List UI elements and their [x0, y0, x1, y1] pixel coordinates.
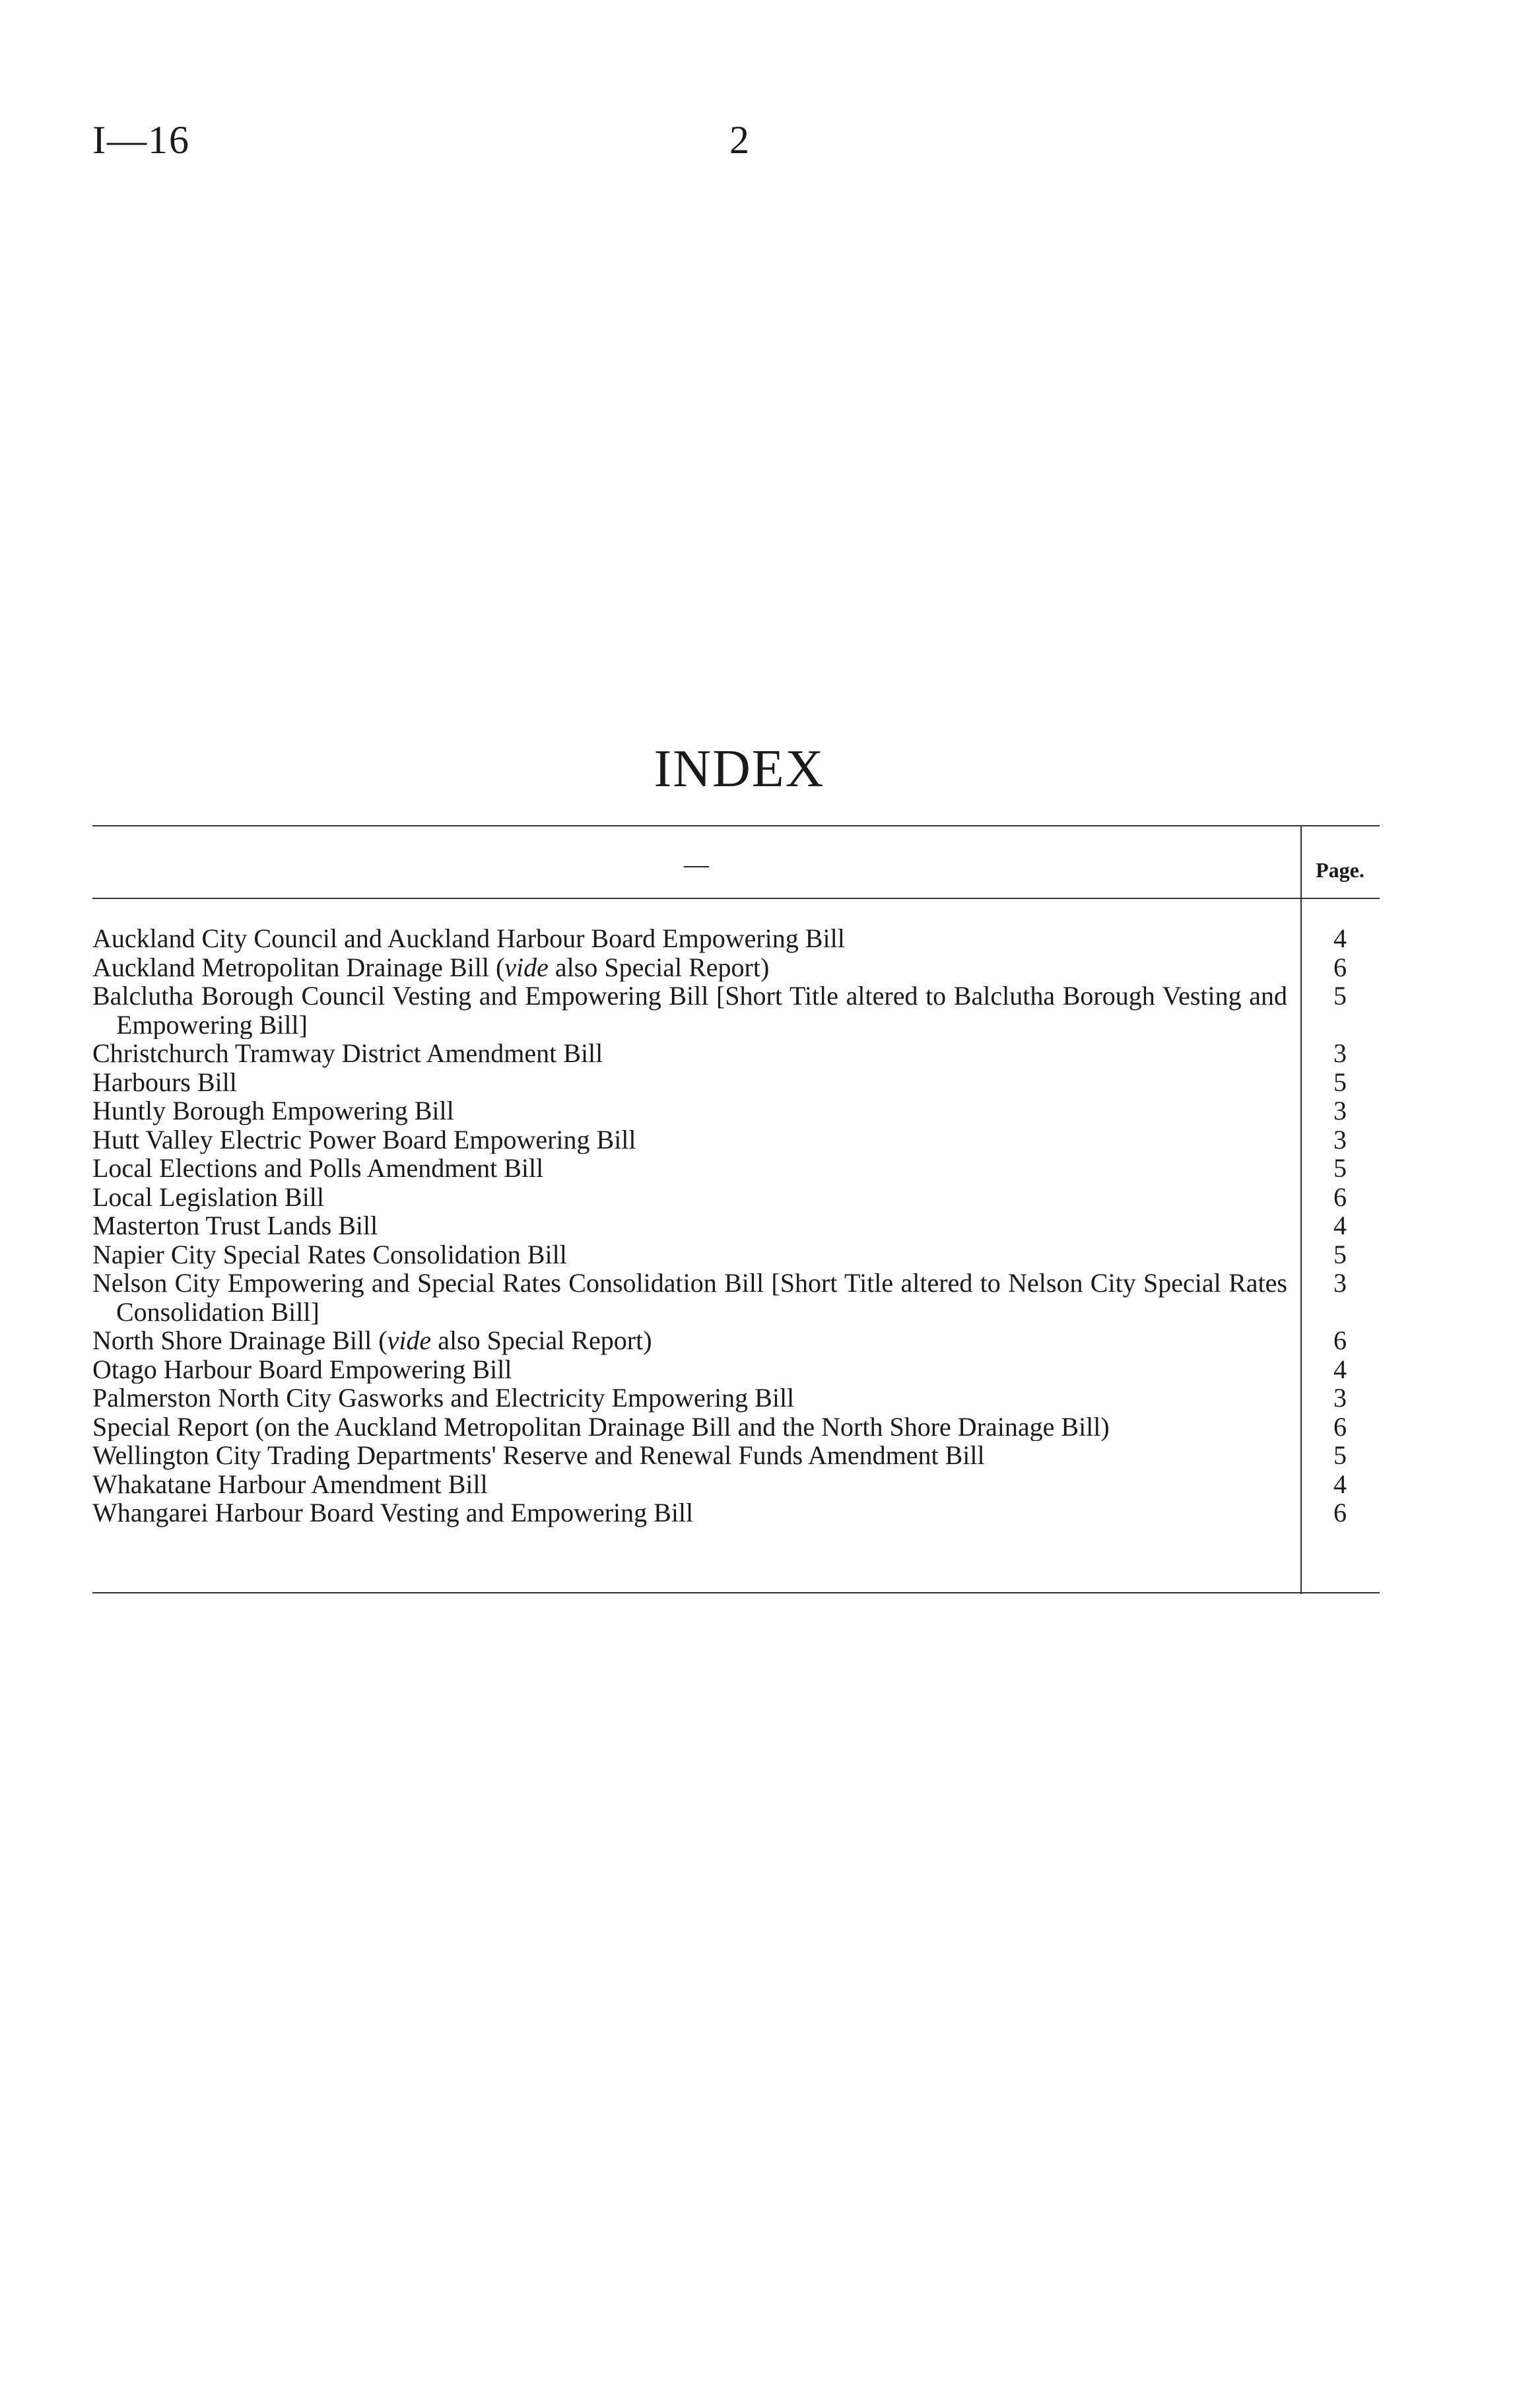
index-entry-page: 4: [1333, 923, 1347, 953]
index-entry: [92, 1413, 1380, 1442]
index-entry-title: Special Report (on the Auckland Metropolitan Drainage Bill and the North Shore Drainage Bill): [92, 1412, 1110, 1441]
index-entry: [92, 1470, 1380, 1499]
index-entry-title: Local Legislation Bill: [92, 1182, 325, 1211]
index-entry-title: Auckland Metropolitan Drainage Bill (vide also Special Report): [92, 953, 770, 982]
index-entry: [92, 953, 1380, 982]
index-entry: [92, 1498, 1380, 1527]
index-entry-page: 6: [1333, 1182, 1347, 1212]
index-entry-title: Christchurch Tramway District Amendment Bill: [92, 1039, 603, 1068]
index-entry: [92, 1269, 1380, 1326]
index-entry-page: 3: [1333, 1096, 1347, 1125]
index-entry-title: Masterton Trust Lands Bill: [92, 1211, 378, 1240]
index-entry-title: Auckland City Council and Auckland Harbour Board Empowering Bill: [92, 924, 845, 953]
index-entry-page: 5: [1333, 1440, 1347, 1470]
index-entry: [92, 1039, 1380, 1068]
index-entry-title: Nelson City Empowering and Special Rates Consolidation Bill [Short Title altered to Nelson City Special Rates Consolidation Bill]: [92, 1269, 1287, 1326]
index-entry-title: Local Elections and Polls Amendment Bill: [92, 1154, 544, 1183]
table-top-rule: [92, 825, 1380, 826]
index-entry-title: Whakatane Harbour Amendment Bill: [92, 1469, 488, 1498]
index-entry-title: Napier City Special Rates Consolidation Bill: [92, 1240, 567, 1269]
index-entry-page: 3: [1333, 1038, 1347, 1068]
index-entry-page: 3: [1333, 1268, 1347, 1298]
index-entry-title: Whangarei Harbour Board Vesting and Empowering Bill: [92, 1498, 694, 1527]
index-entry-page: 6: [1333, 1325, 1347, 1355]
index-entries: [92, 924, 1380, 1527]
index-entry: [92, 1441, 1380, 1470]
table-bottom-rule: [92, 1592, 1380, 1593]
index-entry: [92, 1183, 1380, 1212]
index-table: [92, 825, 1380, 1594]
index-entry-page: 4: [1333, 1211, 1347, 1240]
index-title: INDEX: [654, 740, 825, 798]
index-entry: [92, 1240, 1380, 1269]
index-entry: [92, 1384, 1380, 1413]
index-entry-title: Hutt Valley Electric Power Board Empowering Bill: [92, 1125, 636, 1154]
index-entry-page: 5: [1333, 1239, 1347, 1269]
index-entry: [92, 1125, 1380, 1154]
index-entry: [92, 1154, 1380, 1183]
index-entry-title: Wellington City Trading Departments' Reserve and Renewal Funds Amendment Bill: [92, 1441, 985, 1470]
index-entry: [92, 1355, 1380, 1384]
index-entry: [92, 1068, 1380, 1097]
index-entry: [92, 924, 1380, 953]
index-entry-page: 5: [1333, 1153, 1347, 1183]
index-entry-title: Otago Harbour Board Empowering Bill: [92, 1354, 512, 1384]
table-header-rule: [92, 898, 1380, 899]
index-entry-title: Harbours Bill: [92, 1067, 237, 1096]
index-entry: [92, 982, 1380, 1039]
index-entry: [92, 1096, 1380, 1125]
column-header-dash: —: [684, 851, 709, 879]
index-entry-page: 3: [1333, 1383, 1347, 1413]
index-entry-title: Huntly Borough Empowering Bill: [92, 1096, 454, 1125]
page-number: 2: [729, 118, 749, 162]
index-entry-title: North Shore Drainage Bill (vide also Special Report): [92, 1326, 652, 1355]
index-entry-page: 4: [1333, 1354, 1347, 1384]
document-reference: I—16: [92, 118, 190, 162]
index-entry-page: 4: [1333, 1469, 1347, 1499]
index-entry-page: 6: [1333, 952, 1347, 982]
index-entry-title: Palmerston North City Gasworks and Electricity Empowering Bill: [92, 1384, 795, 1413]
index-entry-page: 3: [1333, 1124, 1347, 1154]
index-entry-page: 6: [1333, 1411, 1347, 1442]
index-entry: [92, 1326, 1380, 1355]
column-header-page: Page.: [1316, 858, 1364, 882]
index-entry-title: Balclutha Borough Council Vesting and Empowering Bill [Short Title altered to Balclutha Borough Vesting and Empowering Bill]: [92, 982, 1287, 1039]
index-entry-page: 5: [1333, 1067, 1347, 1097]
index-entry-page: 6: [1333, 1498, 1347, 1527]
index-entry: [92, 1211, 1380, 1240]
index-entry-page: 5: [1333, 981, 1347, 1011]
